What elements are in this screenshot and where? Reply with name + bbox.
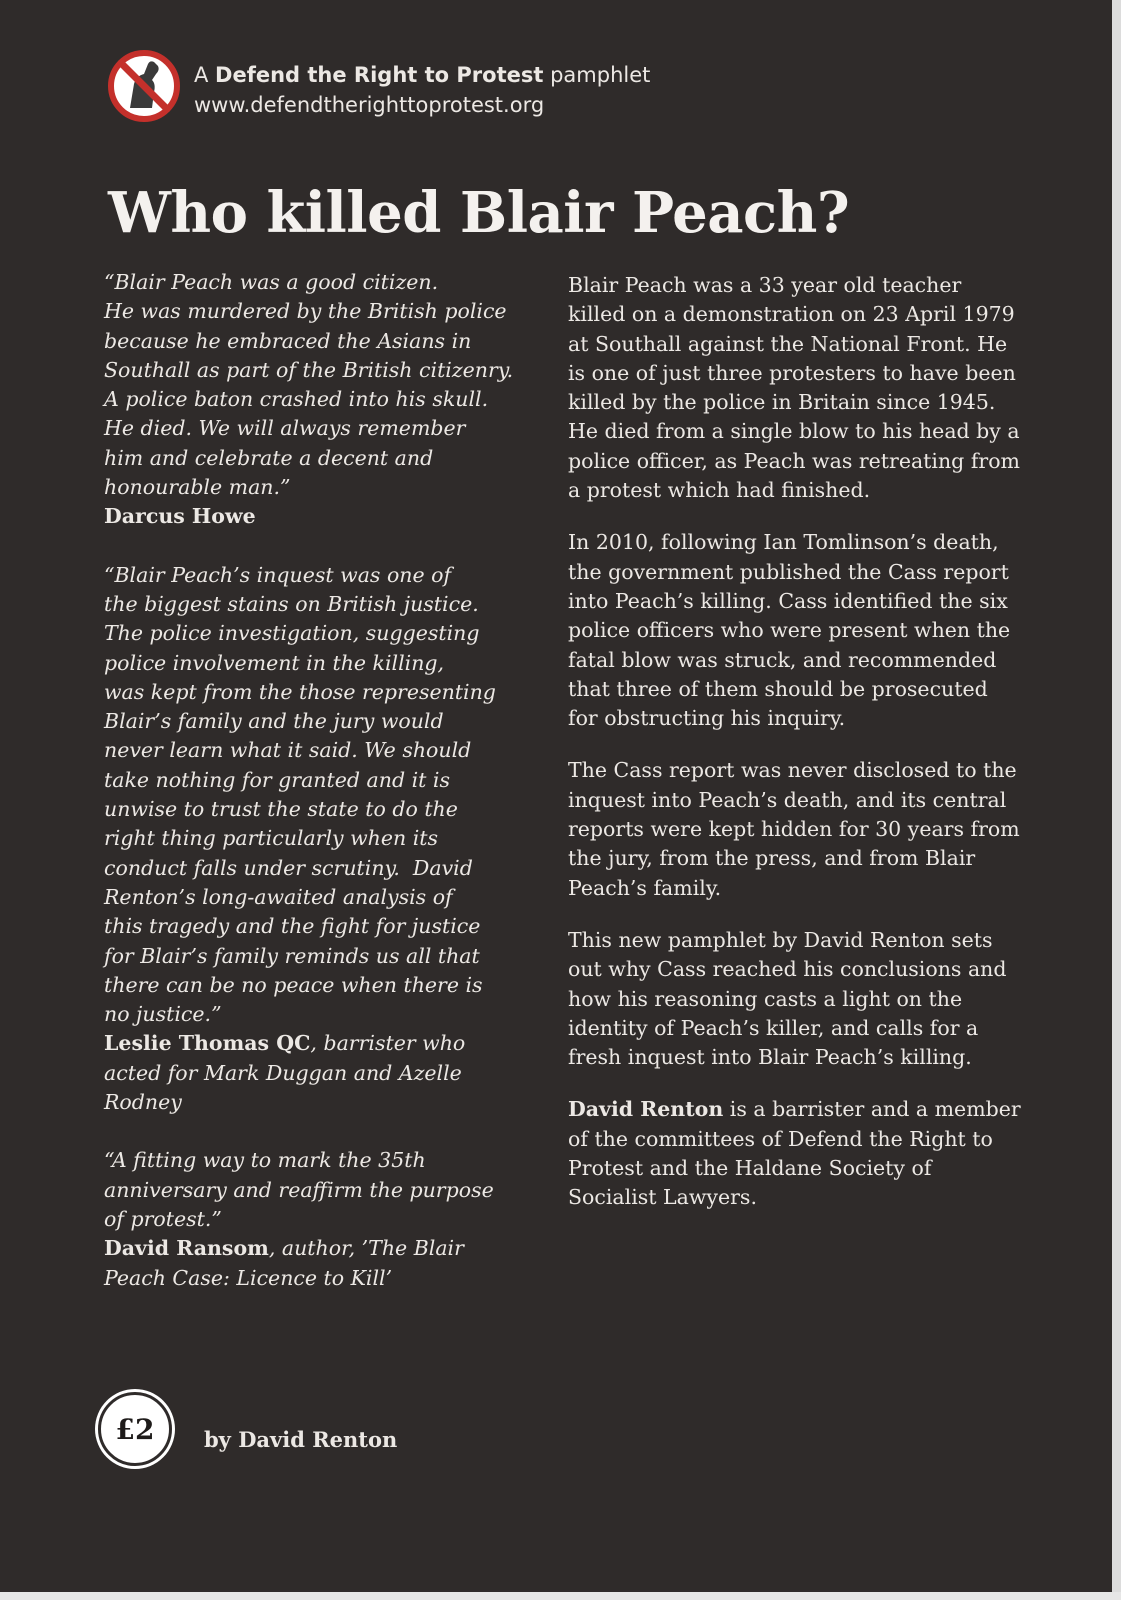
quote-2-text bbox=[104, 561, 549, 1030]
quote-line: the biggest stains on British justice. bbox=[104, 591, 479, 616]
body-paragraph-3: The Cass report was never disclosed to the inquest into Peach’s death, and its central reports were kept hidden for 30 years from the jury, from the press, and from Blair Peach’s family. bbox=[568, 758, 1020, 900]
quote-line: for Blair’s family reminds us all that bbox=[104, 943, 480, 968]
quote-line: He was murdered by the British police bbox=[104, 299, 507, 324]
quote-line: take nothing for granted and it is bbox=[104, 767, 450, 792]
tagline-prefix: A bbox=[194, 63, 216, 87]
quote-line: Southall as part of the British citizenry. bbox=[104, 357, 514, 382]
author-name: David Renton bbox=[568, 1097, 724, 1122]
byline: by David Renton bbox=[204, 1427, 398, 1452]
price: £2 bbox=[115, 1412, 155, 1446]
quote-1 bbox=[104, 268, 549, 532]
quote-line: The police investigation, suggesting bbox=[104, 621, 480, 646]
header-text bbox=[194, 60, 650, 120]
quote-line: him and celebrate a decent and bbox=[104, 445, 434, 470]
no-protest-fist-icon bbox=[108, 50, 180, 122]
quote-line: there can be no peace when there is bbox=[104, 972, 483, 997]
body-column bbox=[568, 271, 1023, 1236]
quotes-column bbox=[104, 268, 549, 1322]
header bbox=[108, 50, 808, 130]
quote-3 bbox=[104, 1146, 549, 1292]
quote-line: Blair’s family and the jury would bbox=[104, 709, 444, 734]
quote-line: was kept from the those representing bbox=[104, 679, 496, 704]
scan-edge-bottom bbox=[0, 1592, 1121, 1600]
tagline-suffix: pamphlet bbox=[543, 63, 651, 87]
quote-line: because he embraced the Asians in bbox=[104, 328, 472, 353]
quote-author-role: , barrister who acted for Mark Duggan and Azelle Rodney bbox=[104, 1031, 466, 1115]
quote-line: “A fitting way to mark the 35th bbox=[104, 1148, 426, 1173]
quote-line: police involvement in the killing, bbox=[104, 650, 445, 675]
quote-1-attribution bbox=[104, 502, 549, 531]
org-tagline bbox=[194, 60, 650, 90]
quote-line: Renton’s long-awaited analysis of bbox=[104, 884, 453, 909]
quote-author: Leslie Thomas QC bbox=[104, 1031, 311, 1056]
quote-line: no justice.” bbox=[104, 1002, 222, 1027]
quote-line: this tragedy and the fight for justice bbox=[104, 914, 481, 939]
org-name: Defend the Right to Protest bbox=[215, 63, 544, 87]
quote-author: Darcus Howe bbox=[104, 504, 256, 529]
scan-edge-right bbox=[1112, 0, 1121, 1600]
quote-line: A police baton crashed into his skull. bbox=[104, 387, 489, 412]
page-title: Who killed Blair Peach? bbox=[108, 180, 850, 246]
quote-line: “Blair Peach was a good citizen. bbox=[104, 270, 439, 294]
body-paragraph-2: In 2010, following Ian Tomlinson’s death, the government published the Cass report into Peach’s killing. Cass identified the six police officers who were present when the fatal blow was struck, and recommended that three of them should be prosecuted for obstructing his inquiry. bbox=[568, 530, 1011, 731]
quote-line: unwise to trust the state to do the bbox=[104, 797, 458, 822]
quote-line: anniversary and reaffirm the purpose bbox=[104, 1177, 494, 1202]
website-url: www.defendtherighttoprotest.org bbox=[194, 93, 545, 117]
quote-line: He died. We will always remember bbox=[104, 416, 466, 441]
quote-1-text bbox=[104, 268, 549, 502]
quote-line: “Blair Peach’s inquest was one of bbox=[104, 562, 452, 587]
quote-line: conduct falls under scrutiny. David bbox=[104, 855, 473, 880]
quote-2 bbox=[104, 561, 549, 1118]
quote-author: David Ransom bbox=[104, 1236, 269, 1261]
price-badge bbox=[98, 1392, 172, 1466]
body-paragraph-4: This new pamphlet by David Renton sets out why Cass reached his conclusions and how his reasoning casts a light on the identity of Peach’s killer, and calls for a fresh inquest into Blair Peach’s killing. bbox=[568, 927, 1007, 1070]
quote-line: of protest.” bbox=[104, 1206, 222, 1231]
quote-3-attribution bbox=[104, 1234, 504, 1293]
author-bio-text: is a barrister and a member of the committees of Defend the Right to Protest and the Haldane Society of Socialist Lawyers. bbox=[568, 1097, 1021, 1210]
quote-line: right thing particularly when its bbox=[104, 826, 439, 851]
quote-line: never learn what it said. We should bbox=[104, 738, 472, 763]
quote-2-attribution bbox=[104, 1029, 504, 1117]
quote-line: honourable man.” bbox=[104, 475, 291, 500]
body-paragraph-1: Blair Peach was a 33 year old teacher killed on a demonstration on 23 April 1979 at Southall against the National Front. He is one of just three protesters to have been killed by the police in Britain since 1945. He died from a single blow to his head by a police officer, as Peach was retreating from a protest which had finished. bbox=[568, 273, 1020, 503]
quote-author-role: , author, ’The Blair Peach Case: Licence to Kill’ bbox=[104, 1236, 464, 1290]
author-bio bbox=[568, 1095, 1023, 1212]
quote-3-text bbox=[104, 1146, 549, 1234]
